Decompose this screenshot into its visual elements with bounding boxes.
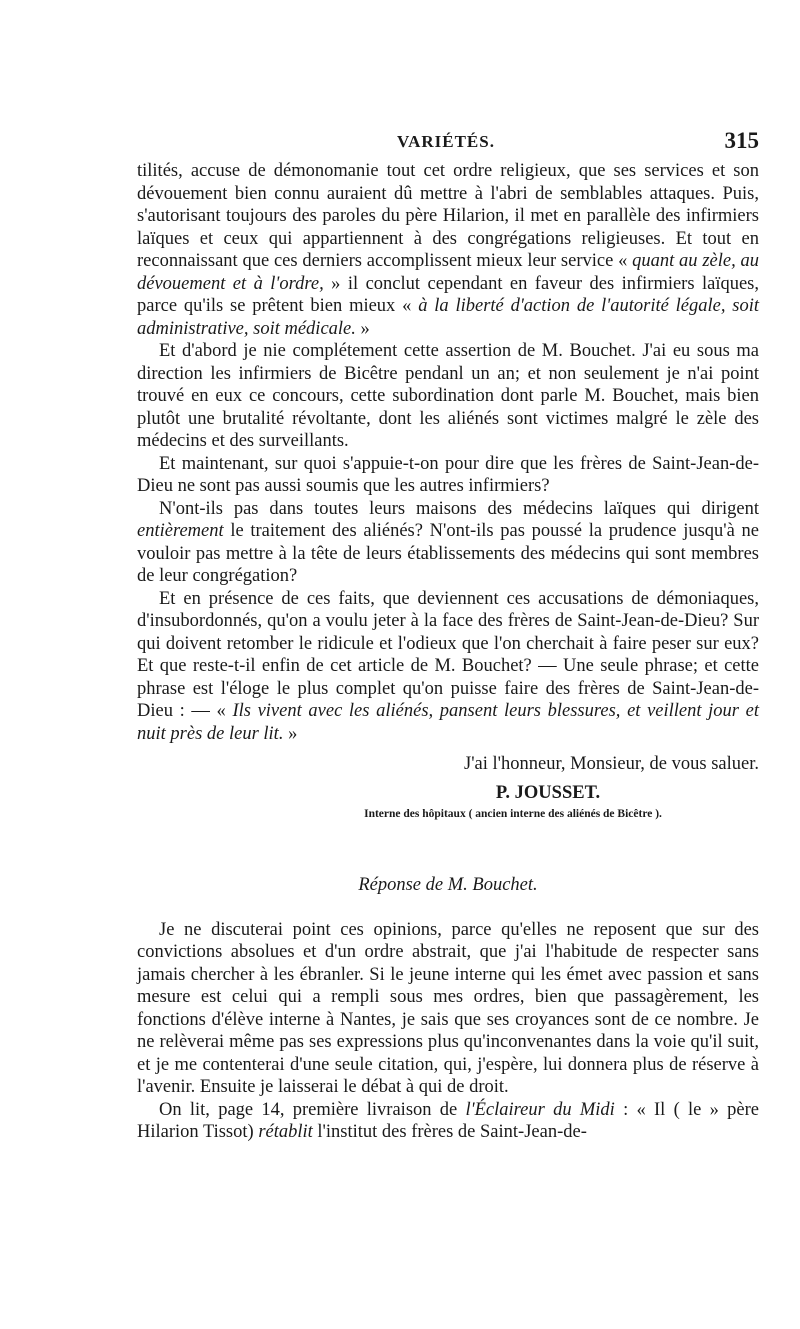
reply-heading: Réponse de M. Bouchet.	[358, 875, 538, 895]
running-head: VARIÉTÉS.	[397, 132, 495, 151]
paragraph	[137, 340, 759, 453]
paragraph	[137, 160, 759, 340]
italic-text: Ils vivent avec les aliénés, pansent leurs blessures, et veillent jour et nuit près de leur lit.	[137, 701, 759, 744]
text-run: N'ont-ils pas dans toutes leurs maisons des médecins laïques qui dirigent	[159, 498, 759, 519]
page-number: 315	[724, 128, 759, 153]
paragraph	[137, 588, 759, 746]
page-body	[137, 160, 759, 1144]
text-run: le traitement des aliénés? N'ont-ils pas poussé la prudence jusqu'à ne vouloir pas mettre à la tête de leurs établissements des médecins qui sont membres de leur congrégation?	[137, 521, 759, 586]
text-run: »	[283, 723, 298, 744]
text-run: Et d'abord je nie complétement cette assertion de M. Bouchet. J'ai eu sous ma direction les infirmiers de Bicêtre pendanl un an; et non seulement je n'ai point trouvé en eux ce concours, cette subordination dont parle M. Bouchet, mais bien plutôt une brutalité révoltante, dont les aliénés sont victimes malgré le zèle des médecins et des surveillants.	[137, 341, 759, 451]
text-run: tilités, accuse de démonomanie tout cet ordre religieux, que ses services et son dévouement bien connu auraient dû mettre à l'abri de semblables attaques. Puis, s'autorisant toujours des paroles du père Hilarion, il met en parallèle des infirmiers laïques et ceux qui appartiennent à des congrégations religieuses. Et tout en reconnaissant que ces derniers accomplissent mieux leur service «	[137, 161, 759, 271]
italic-text: l'Éclaireur du Midi	[465, 1099, 615, 1120]
italic-text: à la liberté d'action de l'autorité légale, soit administrative, soit médicale.	[137, 296, 759, 339]
paragraph	[137, 1099, 759, 1144]
text-run: Je ne discuterai point ces opinions, parce qu'elles ne reposent que sur des convictions absolues et d'un ordre abstrait, que j'ai l'habitude de respecter sans jamais chercher à les ébranler. Si le jeune interne qui les émet avec passion et sans mesure est celui qui a rempli sous mes ordres, bien que passagèrement, les fonctions d'élève interne à Nantes, je sais que ses croyances sont de ce nombre. Je ne relèverai même pas ses expressions plus qu'inconvenantes dans la voie qu'il suit, et je me contenterai d'une seule citation, qui, j'espère, lui donnera plus de réserve à l'avenir. Ensuite je laisserai le débat à qui de droit.	[137, 919, 759, 1097]
paragraph	[137, 453, 759, 498]
signature-title: Interne des hôpitaux ( ancien interne des aliénés de Bicêtre ).	[364, 808, 662, 820]
signature: P. JOUSSET.	[495, 782, 601, 803]
text-run: : « Il ( le » père Hilarion Tissot)	[137, 1099, 759, 1142]
text-run: » il conclut cependant en faveur des infirmiers laïques, parce qu'ils se prêtent bien mieux «	[137, 273, 760, 316]
paragraph	[137, 919, 759, 1099]
text-run: Et maintenant, sur quoi s'appuie-t-on pour dire que les frères de Saint-Jean-de-Dieu ne sont pas aussi soumis que les autres infirmiers?	[137, 453, 759, 496]
text-run: »	[355, 318, 370, 339]
paragraph	[137, 498, 759, 588]
letter-closing: J'ai l'honneur, Monsieur, de vous saluer.	[464, 754, 759, 774]
italic-text: entièrement	[137, 521, 224, 541]
text-run: Et en présence de ces faits, que deviennent ces accusations de démoniaques, d'insubordonnés, qu'on a voulu jeter à la face des frères de Saint-Jean-de-Dieu? Sur qui doivent retomber le ridicule et l'odieux que l'on cherchait à faire peser sur eux? Et que reste-t-il enfin de cet article de M. Bouchet? — Une seule phrase; et cette phrase est l'éloge le plus complet qu'on puisse faire des frères de Saint-Jean-de-Dieu : — «	[137, 588, 759, 721]
italic-text: rétablit	[258, 1122, 313, 1142]
text-run: On lit, page 14, première livraison de	[159, 1099, 466, 1120]
text-run: l'institut des frères de Saint-Jean-de-	[312, 1122, 587, 1142]
italic-text: quant au zèle, au dévouement et à l'ordre,	[137, 251, 759, 294]
page-header	[137, 128, 759, 158]
